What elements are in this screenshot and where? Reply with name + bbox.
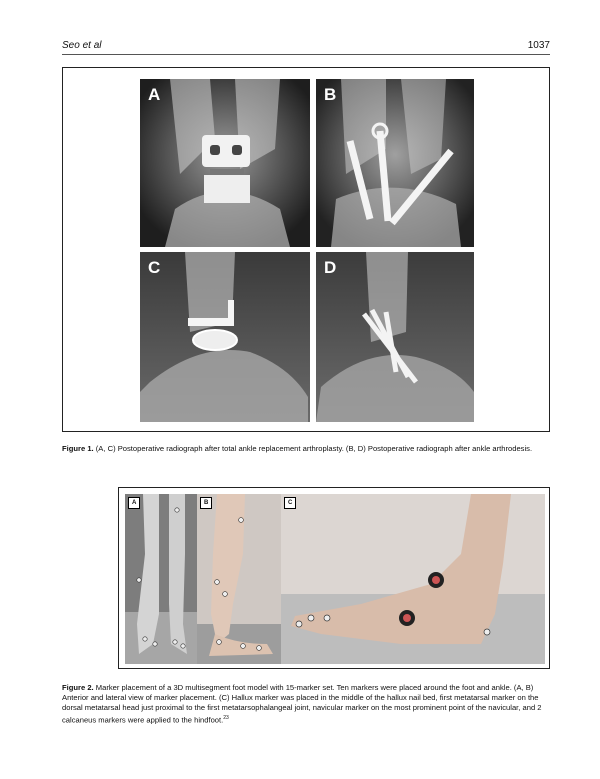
figure-1-caption: [62, 444, 550, 454]
radiograph-panel-a: [140, 79, 310, 247]
figure-2-caption: [62, 683, 550, 726]
panel-label-b: B: [324, 85, 337, 104]
page-number: 1037: [527, 40, 550, 51]
running-header-author: Seo et al: [62, 40, 102, 51]
figure-2: [118, 487, 550, 669]
radiograph-panel-c: [140, 252, 310, 422]
photo-panel-a: [125, 494, 197, 664]
panel-label-c: C: [148, 258, 161, 277]
radiograph-panel-b: [316, 79, 474, 247]
ankle-arthrodesis-ap-xray: [316, 79, 474, 247]
figure-1-caption-text: (A, C) Postoperative radiograph after total ankle replacement arthroplasty. (B, D) Postoperative radiograph after ankle arthrodesis.: [95, 444, 533, 453]
photo-panel-c: [281, 494, 545, 664]
ankle-replacement-ap-xray: [140, 79, 310, 247]
header-rule: [62, 54, 550, 55]
figure-1: [62, 67, 550, 432]
ankle-arthrodesis-lateral-xray: [316, 252, 474, 422]
figure-2-caption-label: Figure 2.: [62, 683, 94, 692]
radiograph-panel-d: [316, 252, 474, 422]
panel-label-a: A: [128, 497, 140, 509]
ankle-replacement-lateral-xray: [140, 252, 310, 422]
panel-label-b: B: [200, 497, 212, 509]
foot-markers-closeup-photo: [281, 494, 545, 664]
panel-label-a: A: [148, 85, 161, 104]
figure-1-caption-label: Figure 1.: [62, 444, 94, 453]
photo-panel-b: [197, 494, 281, 664]
figure-2-caption-text: Marker placement of a 3D multisegment foot model with 15-marker set. Ten markers were placed around the foot and ankle. (A, B) Anterior and lateral view of marker placement. (C) Hallux marker was placed in the middle of the hallux nail bed, first metatarsal marker on the dorsal metatarsal head just proximal to the first metatarsophalangeal joint, navicular marker on the most prominent point of the navicular, and 2 calcaneus markers were applied to the hindfoot.: [62, 683, 542, 725]
anterior-leg-markers-photo: [125, 494, 197, 664]
lateral-leg-markers-photo: [197, 494, 281, 664]
panel-label-c: C: [284, 497, 296, 509]
figure-2-caption-reference: 23: [223, 715, 229, 721]
panel-label-d: D: [324, 258, 337, 277]
